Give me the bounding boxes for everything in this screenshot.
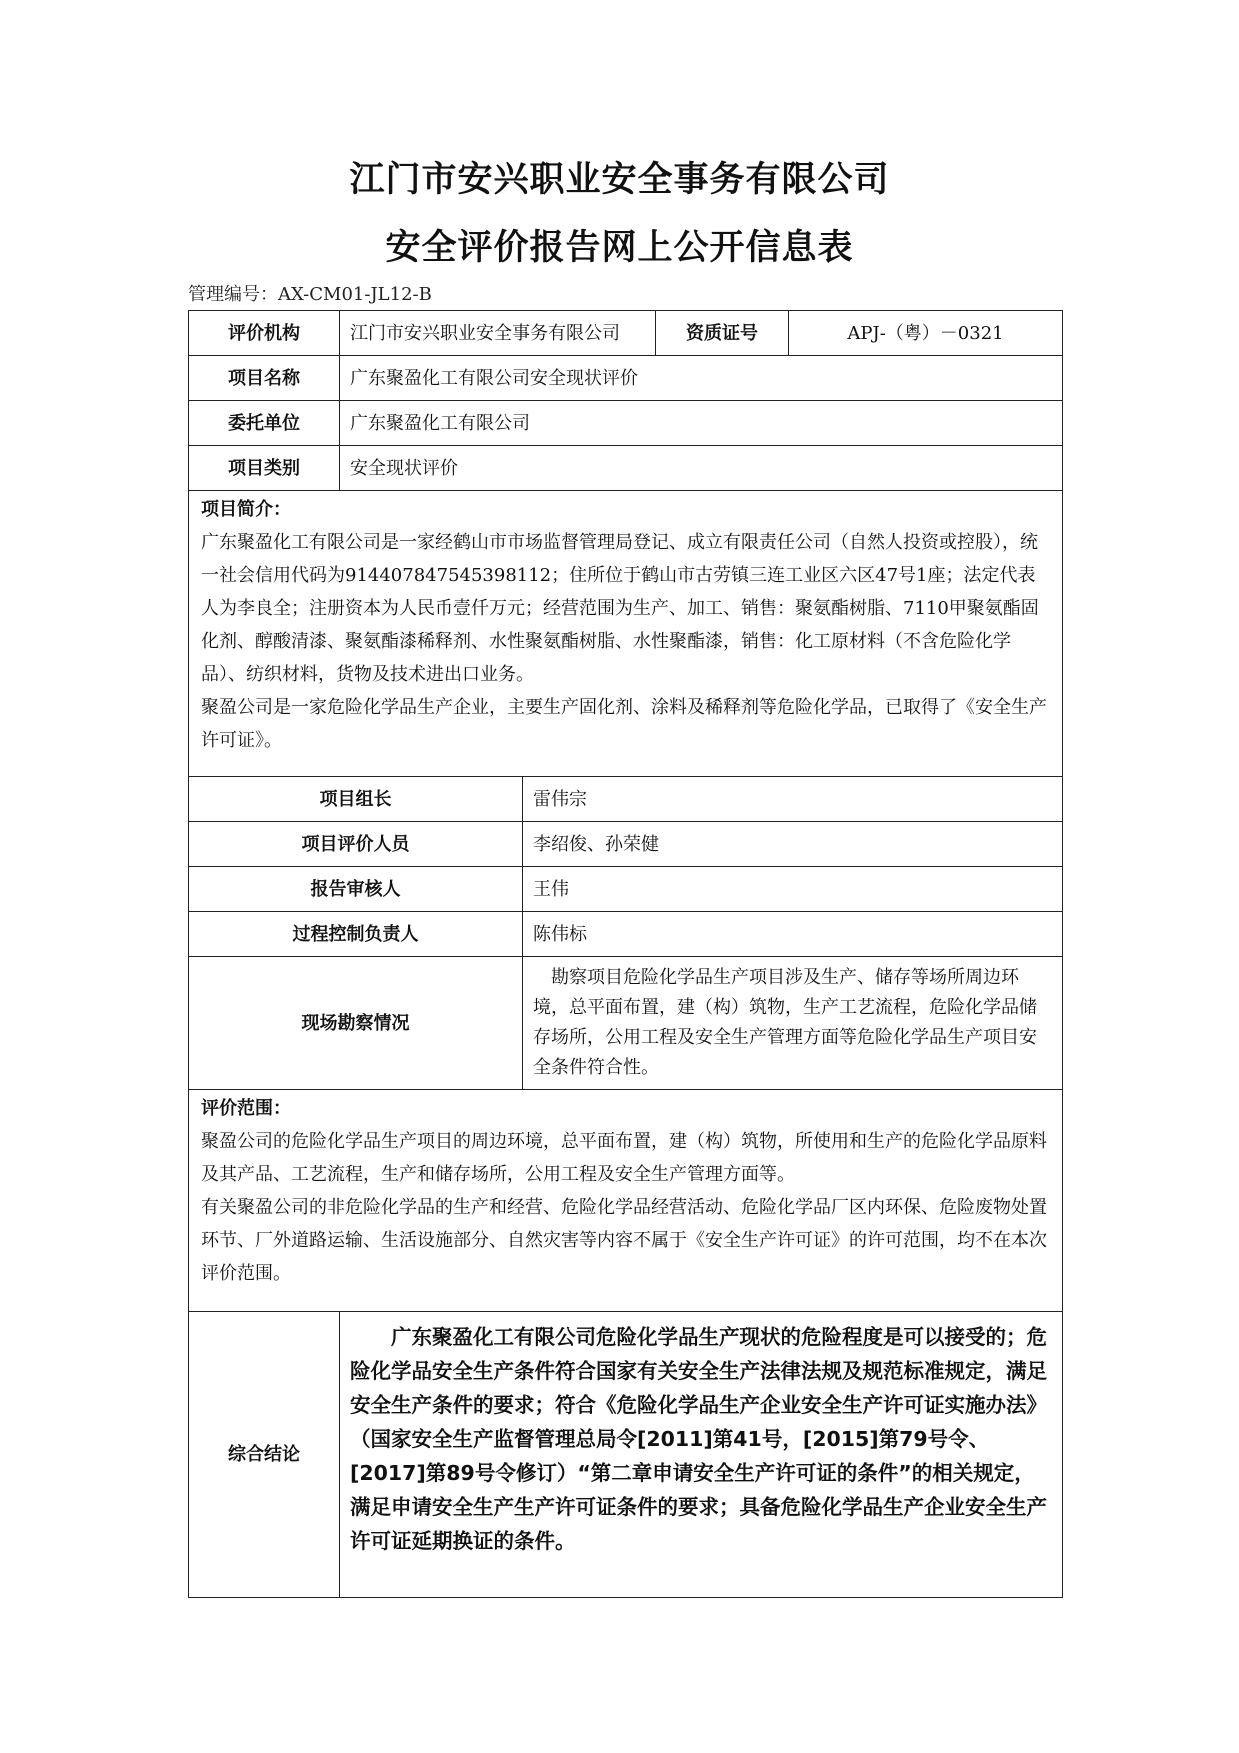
conclusion-value: 广东聚盈化工有限公司危险化学品生产现状的危险程度是可以接受的；危险化学品安全生产条件符合国家有关安全生产法律法规及规范标准规定，满足安全生产条件的要求；符合《危险化学品生产企业安全生产许可证实施办法》（国家安全生产监督管理总局令[2011]第41号，[2015]第79号令、[2017]第89号令修订）“第二章申请安全生产许可证的条件”的相关规定，满足申请安全生产生产许可证条件的要求；具备危险化学品生产企业安全生产许可证延期换证的条件。	[340, 1312, 1063, 1598]
leader-value: 雷伟宗	[523, 777, 1063, 822]
row-client	[189, 401, 1063, 446]
org-label: 评价机构	[189, 311, 340, 356]
row-project-assessors	[189, 822, 1063, 867]
row-evaluation-scope	[189, 1090, 1063, 1312]
cert-label: 资质证号	[656, 311, 789, 356]
project-intro-label: 项目简介：	[201, 499, 291, 520]
document-title-line1: 江门市安兴职业安全事务有限公司	[349, 160, 890, 200]
controller-label: 过程控制负责人	[189, 912, 523, 957]
scope-label: 评价范围：	[201, 1098, 291, 1119]
assessors-value: 李绍俊、孙荣健	[523, 822, 1063, 867]
project-intro-para2: 聚盈公司是一家危险化学品生产企业，主要生产固化剂、涂料及稀释剂等危险化学品，已取得了《安全生产许可证》。	[201, 697, 1047, 751]
scope-para2: 有关聚盈公司的非危险化学品的生产和经营、危险化学品经营活动、危险化学品厂区内环保、危险废物处置环节、厂外道路运输、生活设施部分、自然灾害等内容不属于《安全生产许可证》的许可范围，均不在本次评价范围。	[201, 1197, 1047, 1284]
info-table	[188, 310, 1063, 1598]
survey-value: 勘察项目危险化学品生产项目涉及生产、储存等场所周边环境，总平面布置，建（构）筑物，生产工艺流程，危险化学品储存场所，公用工程及安全生产管理方面等危险化学品生产项目安全条件符合性。	[523, 957, 1063, 1090]
project-intro-cell	[189, 491, 1063, 777]
category-label: 项目类别	[189, 446, 340, 491]
row-project-leader	[189, 777, 1063, 822]
management-number: 管理编号：AX-CM01-JL12-B	[188, 284, 432, 305]
row-evaluation-org	[189, 311, 1063, 356]
row-conclusion	[189, 1312, 1063, 1598]
scope-cell	[189, 1090, 1063, 1312]
reviewer-label: 报告审核人	[189, 867, 523, 912]
org-value: 江门市安兴职业安全事务有限公司	[340, 311, 656, 356]
row-project-intro	[189, 491, 1063, 777]
category-value: 安全现状评价	[340, 446, 1063, 491]
survey-label: 现场勘察情况	[189, 957, 523, 1090]
leader-label: 项目组长	[189, 777, 523, 822]
scope-para1: 聚盈公司的危险化学品生产项目的周边环境，总平面布置，建（构）筑物，所使用和生产的危险化学品原料及其产品、工艺流程，生产和储存场所，公用工程及安全生产管理方面等。	[201, 1131, 1047, 1185]
row-report-reviewer	[189, 867, 1063, 912]
project-intro-para1: 广东聚盈化工有限公司是一家经鹤山市市场监督管理局登记、成立有限责任公司（自然人投资或控股），统一社会信用代码为914407847545398112；住所位于鹤山市古劳镇三连工业区六区47号1座；法定代表人为李良全；注册资本为人民币壹仟万元；经营范围为生产、加工、销售：聚氨酯树脂、7110甲聚氨酯固化剂、醇酸清漆、聚氨酯漆稀释剂、水性聚氨酯树脂、水性聚酯漆，销售：化工原材料（不含危险化学品）、纺织材料，货物及技术进出口业务。	[201, 532, 1039, 685]
conclusion-label: 综合结论	[189, 1312, 340, 1598]
cert-value: APJ-（粤）－0321	[789, 311, 1063, 356]
project-name-label: 项目名称	[189, 356, 340, 401]
row-process-controller	[189, 912, 1063, 957]
assessors-label: 项目评价人员	[189, 822, 523, 867]
controller-value: 陈伟标	[523, 912, 1063, 957]
client-label: 委托单位	[189, 401, 340, 446]
row-site-survey	[189, 957, 1063, 1090]
client-value: 广东聚盈化工有限公司	[340, 401, 1063, 446]
row-category	[189, 446, 1063, 491]
project-name-value: 广东聚盈化工有限公司安全现状评价	[340, 356, 1063, 401]
row-project-name	[189, 356, 1063, 401]
document-title-line2: 安全评价报告网上公开信息表	[385, 228, 854, 268]
reviewer-value: 王伟	[523, 867, 1063, 912]
